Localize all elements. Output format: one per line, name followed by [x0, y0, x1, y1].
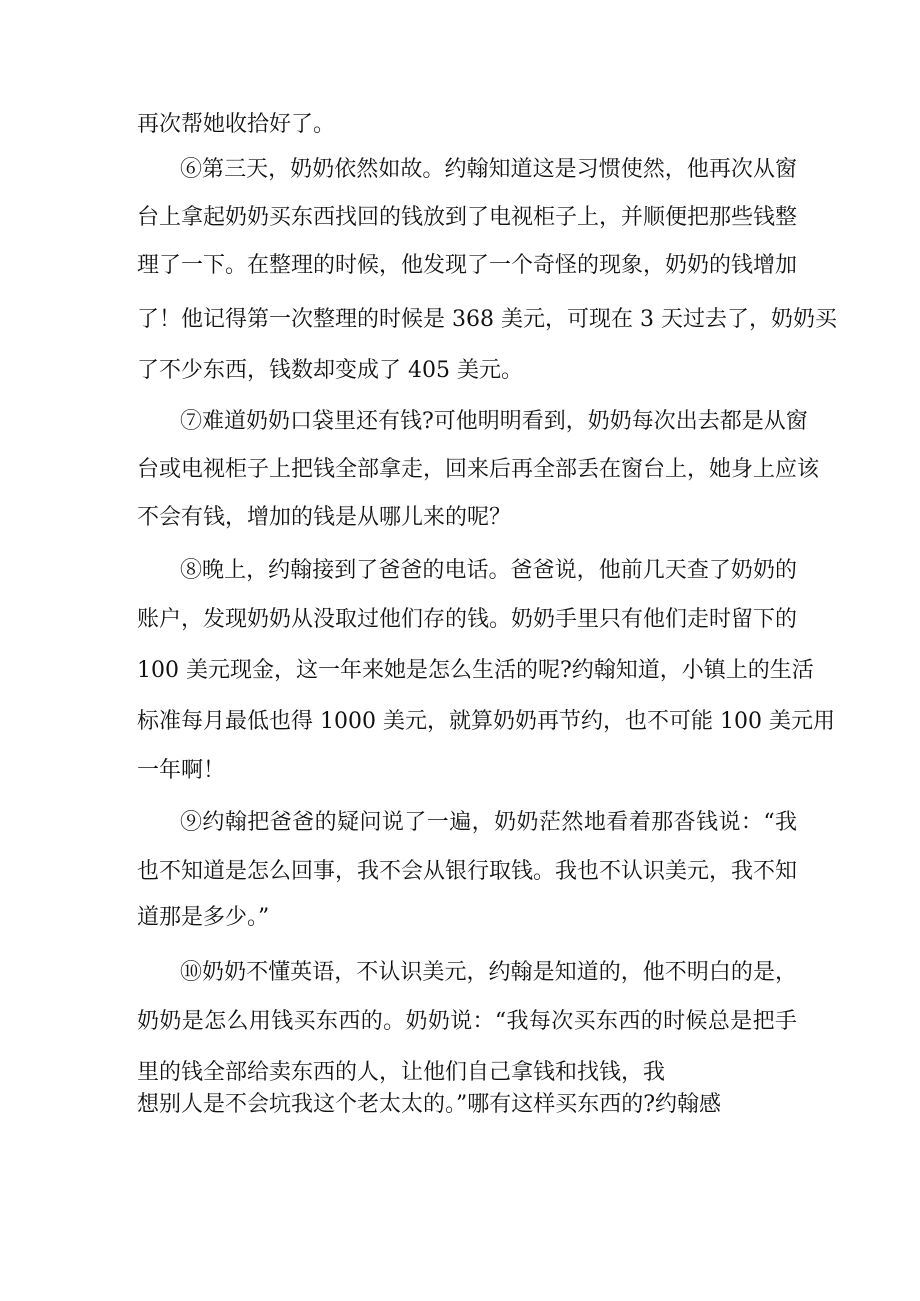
text-line: 奶奶是怎么用钱买东西的。奶奶说：“我每次买东西的时候总是把手	[137, 1009, 797, 1034]
text-line: 不会有钱，增加的钱是从哪儿来的呢？	[137, 505, 512, 530]
text-line: 账户，发现奶奶从没取过他们存的钱。奶奶手里只有他们走时留下的	[137, 607, 798, 632]
text-line: ⑦难道奶奶口袋里还有钱?可他明明看到，奶奶每次出去都是从窗	[180, 409, 808, 434]
text-line: 想别人是不会坑我这个老太太的。”哪有这样买东西的?约翰感	[137, 1092, 722, 1117]
text-line: 再次帮她收拾好了。	[137, 112, 336, 137]
text-line: ⑥第三天，奶奶依然如故。约翰知道这是习惯使然，他再次从窗	[180, 157, 797, 182]
text-line: 理了一下。在整理的时候，他发现了一个奇怪的现象，奶奶的钱增加	[137, 253, 798, 278]
text-line: 台上拿起奶奶买东西找回的钱放到了电视柜子上，并顺便把那些钱整	[137, 205, 798, 230]
text-line: 道那是多少。”	[137, 905, 270, 930]
text-line: ⑩奶奶不懂英语，不认识美元，约翰是知道的，他不明白的是，	[180, 960, 797, 985]
text-line: 也不知道是怎么回事，我不会从银行取钱。我也不认识美元，我不知	[137, 859, 798, 884]
text-line: 一年啊！	[137, 758, 226, 783]
text-line: ⑨约翰把爸爸的疑问说了一遍，奶奶茫然地看着那沓钱说：“我	[180, 810, 797, 835]
text-line: 台或电视柜子上把钱全部拿走，回来后再全部丢在窗台上，她身上应该	[137, 457, 820, 482]
text-line: 了不少东西，钱数却变成了 405 美元。	[137, 358, 523, 383]
text-line: 标准每月最低也得 1000 美元，就算奶奶再节约，也不可能 100 美元用	[137, 709, 835, 734]
text-line: ⑧晚上，约翰接到了爸爸的电话。爸爸说，他前几天查了奶奶的	[180, 558, 797, 583]
text-line: 了！他记得第一次整理的时候是 368 美元，可现在 3 天过去了，奶奶买	[137, 307, 837, 332]
text-line: 100 美元现金，这一年来她是怎么生活的呢?约翰知道，小镇上的生活	[137, 658, 814, 683]
text-line: 里的钱全部给卖东西的人，让他们自己拿钱和找钱，我	[137, 1060, 666, 1085]
